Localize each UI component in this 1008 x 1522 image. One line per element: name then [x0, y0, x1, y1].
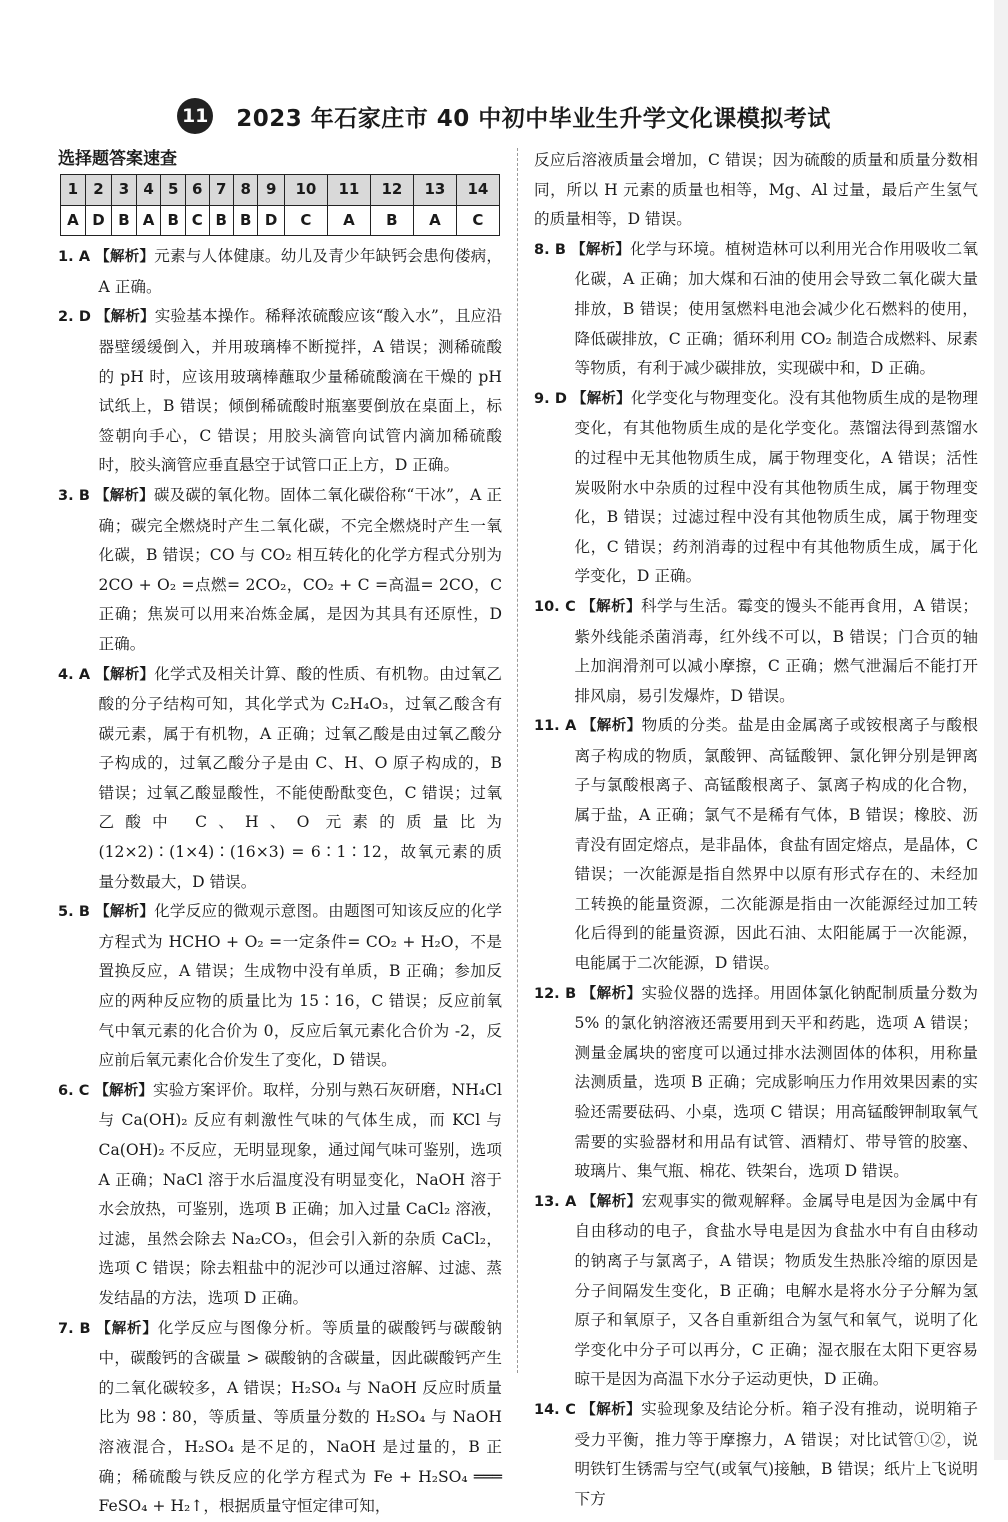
column-divider [517, 148, 518, 1373]
item-number: 4. A [58, 666, 91, 683]
answer-section-title: 选择题答案速查 [58, 149, 177, 169]
item-number: 3. B [58, 487, 90, 504]
analysis-tag: 【解析】 [581, 718, 642, 735]
analysis-tag: 【解析】 [572, 390, 631, 407]
item-text: 实验基本操作。稀释浓硫酸应该“酸入水”，且应沿器壁缓缓倒入，并用玻璃棒不断搅拌，A 错误；测稀硫酸的 pH 时，应该用玻璃棒蘸取少量稀硫酸滴在干燥的 pH 试纸上，B 错误；倾倒稀硫酸时瓶塞要倒放在桌面上，标签朝向手心，C 错误；用胶头滴管向试管内滴加稀硫酸时，胶头滴管应垂直悬空于试管口正上方，D 正确。 [98, 307, 502, 475]
item-text: 化学与环境。植树造林可以利用光合作用吸收二氧化碳，A 正确；加大煤和石油的使用会导致二氧化碳大量排放，B 错误；使用氢燃料电池会减少化石燃料的使用，降低碳排放，C 正确；循环利用 CO₂ 制造合成燃料、尿素等物质，有利于减少碳排放，实现碳中和，D 正确。 [574, 239, 979, 378]
analysis-tag: 【解析】 [94, 1082, 153, 1099]
analysis-tag: 【解析】 [581, 1193, 642, 1210]
answer-item-9 [534, 384, 978, 592]
answer-number: 10 [284, 175, 327, 206]
answer-item-12 [534, 979, 978, 1187]
item-number: 7. B [58, 1320, 91, 1337]
answer-number: 6 [185, 175, 209, 206]
answer-item-10 [534, 592, 978, 711]
answer-item-11 [534, 711, 978, 978]
item-number: 9. D [534, 390, 567, 407]
item-text: 化学反应与图像分析。等质量的碳酸钙与碳酸钠中，碳酸钙的含碳量 > 碳酸钠的含碳量，因此碳酸钙产生的二氧化碳较多，A 错误；H₂SO₄ 与 NaOH 反应时质量比为 98∶80，等质量、等质量分数的 H₂SO₄ 与 NaOH 溶液混合，H₂SO₄ 是不足的，NaOH 是过量的，B 正确；稀硫酸与铁反应的化学方程式为 Fe + H₂SO₄ ═══ FeSO₄ + H₂↑，根据质量守恒定律可知， [98, 1318, 503, 1516]
answer-letter: A [327, 205, 370, 236]
item-text: 元素与人体健康。幼儿及青少年缺钙会患佝偻病，A 正确。 [98, 247, 502, 296]
page-edge-shadow [994, 0, 1008, 1460]
answer-item-13 [534, 1187, 978, 1395]
analysis-tag: 【解析】 [95, 666, 155, 683]
item-number: 13. A [534, 1193, 577, 1210]
answer-table [60, 174, 500, 236]
answer-item-7-continued: 反应后溶液质量会增加，C 错误；因为硫酸的质量和质量分数相同，所以 H 元素的质量也相等，Mg、Al 过量，最后产生氢气的质量相等，D 错误。 [534, 151, 978, 229]
analysis-tag: 【解析】 [581, 985, 642, 1002]
answer-number: 8 [233, 175, 257, 206]
item-number: 8. B [534, 241, 566, 258]
item-number: 11. A [534, 718, 577, 735]
item-number: 6. C [58, 1082, 90, 1099]
answer-letter: C [185, 205, 209, 236]
item-number: 2. D [58, 309, 91, 326]
item-text: 实验方案评价。取样，分别与熟石灰研磨，NH₄Cl 与 Ca(OH)₂ 反应有刺激性气味的气体生成，而 KCl 与 Ca(OH)₂ 不反应，无明显现象，通过闻气味可鉴别，选项 A 正确；NaCl 溶于水后温度没有明显变化，NaOH 溶于水会放热，可鉴别，选项 B 正确；加入过量 CaCl₂ 溶液，过滤，虽然会除去 Na₂CO₃，但会引入新的杂质 CaCl₂，选项 C 错误；除去粗盐中的泥沙可以通过溶解、过滤、蒸发结晶的方法，选项 D 正确。 [98, 1080, 502, 1307]
analysis-tag: 【解析】 [96, 309, 155, 326]
answer-number: 5 [161, 175, 185, 206]
answer-item-8 [534, 235, 978, 384]
answer-number: 7 [209, 175, 233, 206]
item-number: 1. A [58, 249, 91, 266]
item-text: 实验仪器的选择。用固体氯化钠配制质量分数为 5% 的氯化钠溶液还需要用到天平和药匙，选项 A 错误；测量金属块的密度可以通过排水法测固体的体积，用称量法测质量，选项 B 正确；完成影响压力作用效果因素的实验还需要砝码、小桌，选项 C 错误；用高锰酸钾制取氧气需要的实验器材和用品有试管、酒精灯、带导管的胶塞、玻璃片、集气瓶、棉花、铁架台，选项 D 错误。 [574, 983, 978, 1181]
item-number: 10. C [534, 598, 576, 615]
answer-letter: B [161, 205, 185, 236]
item-text: 宏观事实的微观解释。金属导电是因为金属中有自由移动的电子，食盐水导电是因为食盐水中有自由移动的钠离子与氯离子，A 错误；物质发生热胀冷缩的原因是分子间隔发生变化，B 正确；电解水是将水分子分解为氢原子和氧原子，又各自重新组合为氢气和氧气，说明了化学变化中分子可以再分，C 正确；湿衣服在太阳下更容易晾干是因为高温下水分子运动更快，D 正确。 [574, 1191, 978, 1389]
answer-item-5 [58, 897, 502, 1076]
answer-letter: A [413, 205, 456, 236]
answer-letter: C [284, 205, 327, 236]
answer-letter-row [61, 205, 500, 236]
item-text: 化学反应的微观示意图。由题图可知该反应的化学方程式为 HCHO + O₂ =一定条件= CO₂ + H₂O，不是置换反应，A 错误；生成物中没有单质，B 正确；参加反应的两种反应物的质量比为 15∶16，C 错误；反应前氧气中氧元素的化合价为 0，反应后氧元素化合价为 -2，反应前后氧元素化合价发生了变化，D 错误。 [98, 902, 503, 1070]
item-number: 14. C [534, 1401, 576, 1418]
answer-number: 11 [327, 175, 370, 206]
item-text: 物质的分类。盐是由金属离子或铵根离子与酸根离子构成的物质，氯酸钾、高锰酸钾、氯化钾分别是钾离子与氯酸根离子、高锰酸根离子、氯离子构成的化合物，属于盐，A 正确；氯气不是稀有气体，B 错误；橡胶、沥青没有固定熔点，是非晶体，食盐有固定熔点，是晶体，C 错误；一次能源是指自然界中以原有形式存在的、未经加工转换的能量资源，二次能源是指由一次能源经过加工转化后得到的能量资源，因此石油、太阳能属于一次能源，电能属于二次能源，D 错误。 [574, 716, 978, 973]
answer-item-1 [58, 242, 502, 302]
answer-number: 13 [413, 175, 456, 206]
answer-number: 12 [370, 175, 413, 206]
answer-number: 9 [258, 175, 284, 206]
item-text: 碳及碳的氧化物。固体二氧化碳俗称“干冰”，A 正确；碳完全燃烧时产生二氧化碳，不完全燃烧时产生一氧化碳，B 错误；CO 与 CO₂ 相互转化的化学方程式分别为 2CO + O₂ =点燃= 2CO₂，CO₂ + C =高温= 2CO，C 正确；焦炭可以用来冶炼金属，是因为其具有还原性，D 正确。 [98, 485, 502, 653]
answer-number: 2 [85, 175, 111, 206]
analysis-tag: 【解析】 [96, 1320, 158, 1337]
analysis-tag: 【解析】 [95, 249, 155, 266]
answer-letter: D [258, 205, 284, 236]
answer-number: 3 [112, 175, 136, 206]
item-text: 科学与生活。霉变的馒头不能再食用，A 错误；紫外线能杀菌消毒，红外线不可以，B 错误；门合页的轴上加润滑剂可以减小摩擦，C 正确；燃气泄漏后不能打开排风扇，易引发爆炸，D 错误。 [574, 596, 978, 705]
answer-number: 1 [61, 175, 86, 206]
answer-item-6 [58, 1076, 502, 1314]
answer-item-4 [58, 660, 502, 898]
item-text: 化学式及相关计算、酸的性质、有机物。由过氧乙酸的分子结构可知，其化学式为 C₂H₄O₃，过氧乙酸含有碳元素，属于有机物，A 正确；过氧乙酸是由过氧乙酸分子构成的，过氧乙酸分子是由 C、H、O 原子构成的，B 错误；过氧乙酸显酸性，不能使酚酞变色，C 错误；过氧乙酸中 C、H、O 元素的质量比为(12×2)∶(1×4)∶(16×3) = 6∶1∶12，故氧元素的质量分数最大，D 错误。 [98, 664, 502, 891]
item-text: 实验现象及结论分析。箱子没有推动，说明箱子受力平衡，推力等于摩擦力，A 错误；对比试管①②，说明铁钉生锈需与空气(或氧气)接触，B 错误；纸片上飞说明下方 [574, 1399, 978, 1508]
analysis-tag: 【解析】 [95, 487, 154, 504]
analysis-tag: 【解析】 [95, 904, 155, 921]
item-number: 12. B [534, 985, 577, 1002]
item-text: 化学变化与物理变化。没有其他物质生成的是物理变化，有其他物质生成的是化学变化。蒸馏法得到蒸馏水的过程中无其他物质生成，属于物理变化，A 错误；活性炭吸附水中杂质的过程中没有其他物质生成，属于物理变化，B 错误；过滤过程中没有其他物质生成，属于物理变化，C 错误；药剂消毒的过程中有其他物质生成，属于化学变化，D 正确。 [574, 388, 978, 586]
answer-item-2 [58, 302, 502, 481]
answer-item-14 [534, 1395, 978, 1514]
answer-letter: C [456, 205, 499, 236]
left-column [58, 146, 502, 1522]
answer-letter: A [61, 205, 86, 236]
answer-letter: B [112, 205, 136, 236]
answer-item-3 [58, 481, 502, 660]
answer-letter: D [85, 205, 111, 236]
answer-item-7 [58, 1314, 502, 1522]
answer-number: 14 [456, 175, 499, 206]
item-number: 5. B [58, 904, 90, 921]
analysis-tag: 【解析】 [581, 598, 642, 615]
answer-number-row [61, 175, 500, 206]
answer-letter: A [136, 205, 161, 236]
answer-letter: B [370, 205, 413, 236]
exam-number-badge: 11 [177, 98, 213, 134]
answer-number: 4 [136, 175, 161, 206]
page-header [0, 98, 1008, 134]
right-column [534, 146, 978, 1514]
analysis-tag: 【解析】 [571, 241, 631, 258]
answer-letter: B [233, 205, 257, 236]
page-title: 2023 年石家庄市 40 中初中毕业生升学文化课模拟考试 [236, 105, 831, 132]
analysis-tag: 【解析】 [581, 1401, 642, 1418]
answer-letter: B [209, 205, 233, 236]
